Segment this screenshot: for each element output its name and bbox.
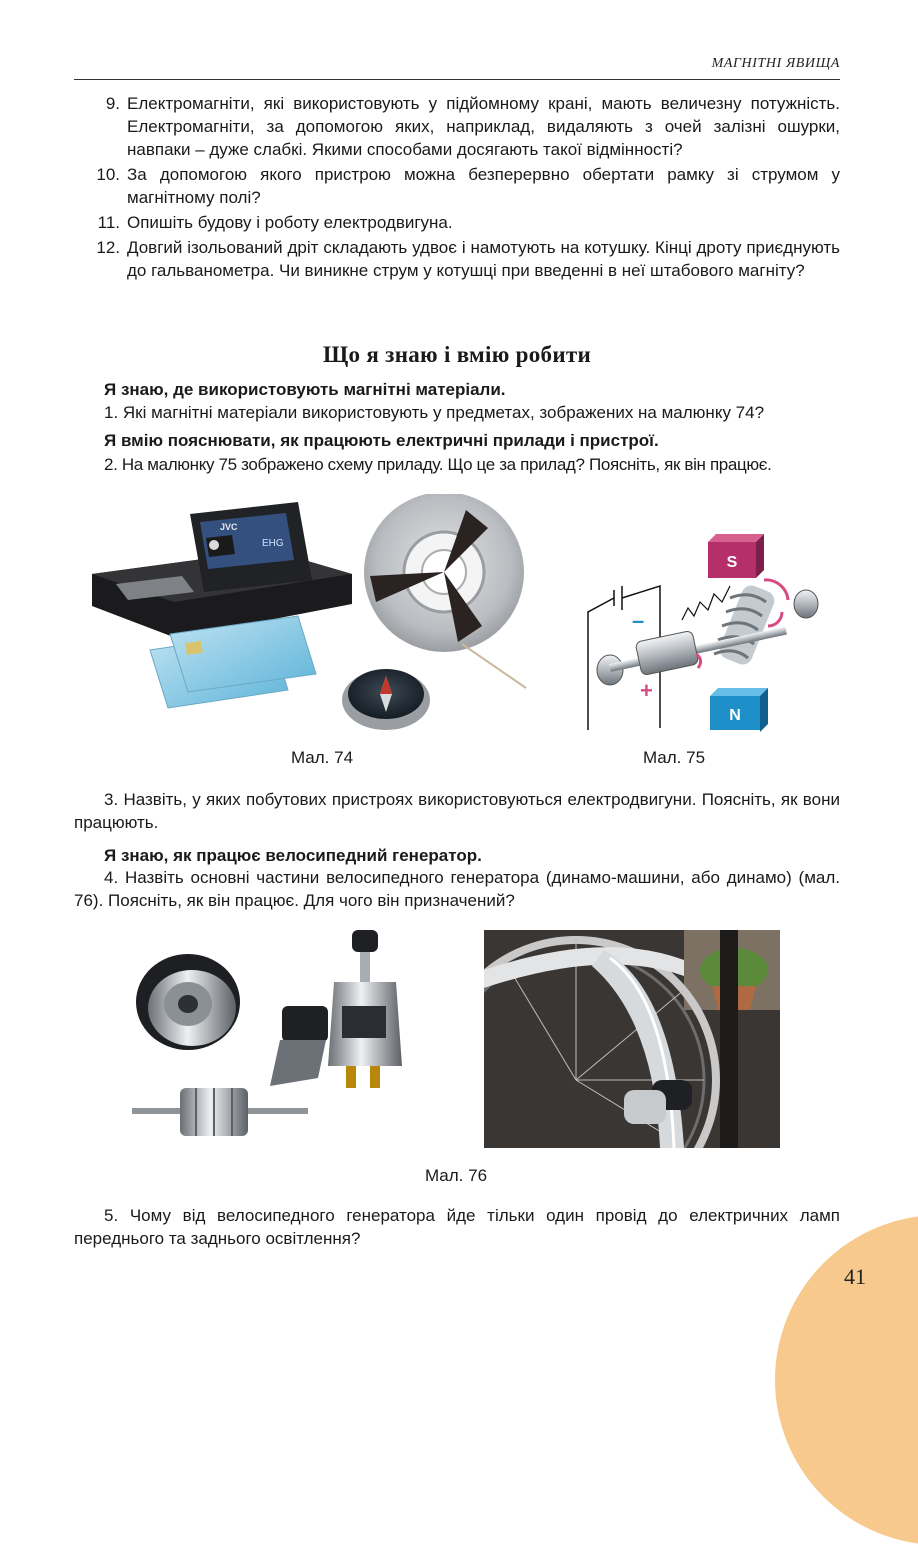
list-item xyxy=(74,211,840,234)
list-item xyxy=(74,92,840,161)
header-rule xyxy=(74,79,840,80)
question-number: 11. xyxy=(97,213,120,232)
rotor-housing xyxy=(136,954,240,1050)
figure-74-caption: Мал. 74 xyxy=(290,748,354,767)
task-1: 1. Які магнітні матеріали використовують у предметах, зображених на малюнку 74? xyxy=(104,403,765,422)
compass xyxy=(342,669,430,730)
question-text: За допомогою якого пристрою можна безперервно обертати рамку зі струмом у магнітному полі? xyxy=(127,165,840,207)
cassette-label: EHG xyxy=(262,538,284,549)
figure-75-caption: Мал. 75 xyxy=(642,748,706,767)
magnet-s-label: S xyxy=(726,554,738,571)
question-text: Електромагніти, які використовують у підйомному крані, мають величезну потужність. Електромагніти, за допомогою яких, наприклад, видаляють з очей залізні ошурки, навпаки – дуже слабкі. Якими способами досягають такої відмінності? xyxy=(127,94,840,159)
plus-sign: + xyxy=(640,678,653,703)
magnet-n-label: N xyxy=(729,707,741,724)
figure-75-image xyxy=(584,528,840,732)
question-list xyxy=(74,92,840,284)
question-number: 9. xyxy=(105,94,120,113)
film-reel xyxy=(364,494,526,688)
list-item xyxy=(74,163,840,209)
figure-76-parts-image xyxy=(130,928,420,1152)
question-text: Опишіть будову і роботу електродвигуна. xyxy=(127,213,453,232)
figure-74-image xyxy=(90,494,530,730)
running-title: МАГНІТНІ ЯВИЩА xyxy=(711,56,840,71)
task-4: 4. Назвіть основні частини велосипедного генератора (динамо-машини, або динамо) (мал. 76). Поясніть, як він працює. Для чого він призначений? xyxy=(74,868,840,910)
magnet-s xyxy=(708,534,764,578)
coil xyxy=(714,580,788,668)
minus-sign: – xyxy=(632,608,645,633)
know-heading-2: Я знаю, як працює велосипедний генератор. xyxy=(104,846,482,865)
question-text: Довгий ізольований дріт складають удвоє і намотують на котушку. Кінці дроту приєднують до гальванометра. Чи виникне струм у котушці при введенні в неї штабового магніту? xyxy=(127,238,840,280)
commutator xyxy=(597,590,818,685)
question-number: 12. xyxy=(96,238,120,257)
dynamo-body xyxy=(270,930,402,1088)
cassette-brand: JVC xyxy=(220,522,238,532)
section-title: Що я знаю і вмію робити xyxy=(322,342,592,367)
can-heading-1: Я вмію пояснювати, як працюють електричні прилади і пристрої. xyxy=(104,431,659,450)
question-number: 10. xyxy=(96,165,120,184)
know-heading-1: Я знаю, де використовують магнітні матеріали. xyxy=(104,380,506,399)
list-item xyxy=(74,236,840,282)
figure-76-bicycle-image xyxy=(484,930,780,1148)
page-number: 41 xyxy=(844,1264,866,1289)
task-2: 2. На малюнку 75 зображено схему приладу. Що це за прилад? Поясніть, як він працює. xyxy=(104,455,772,474)
magnet-rotor xyxy=(132,1088,308,1136)
magnet-n xyxy=(710,688,768,732)
cassette-small xyxy=(190,502,312,592)
task-5: 5. Чому від велосипедного генератора йде тільки один провід до електричних ламп переднього та заднього освітлення? xyxy=(74,1206,840,1248)
figure-76-caption: Мал. 76 xyxy=(424,1166,488,1185)
task-3: 3. Назвіть, у яких побутових пристроях використовуються електродвигуни. Поясніть, як вони працюють. xyxy=(74,790,840,832)
